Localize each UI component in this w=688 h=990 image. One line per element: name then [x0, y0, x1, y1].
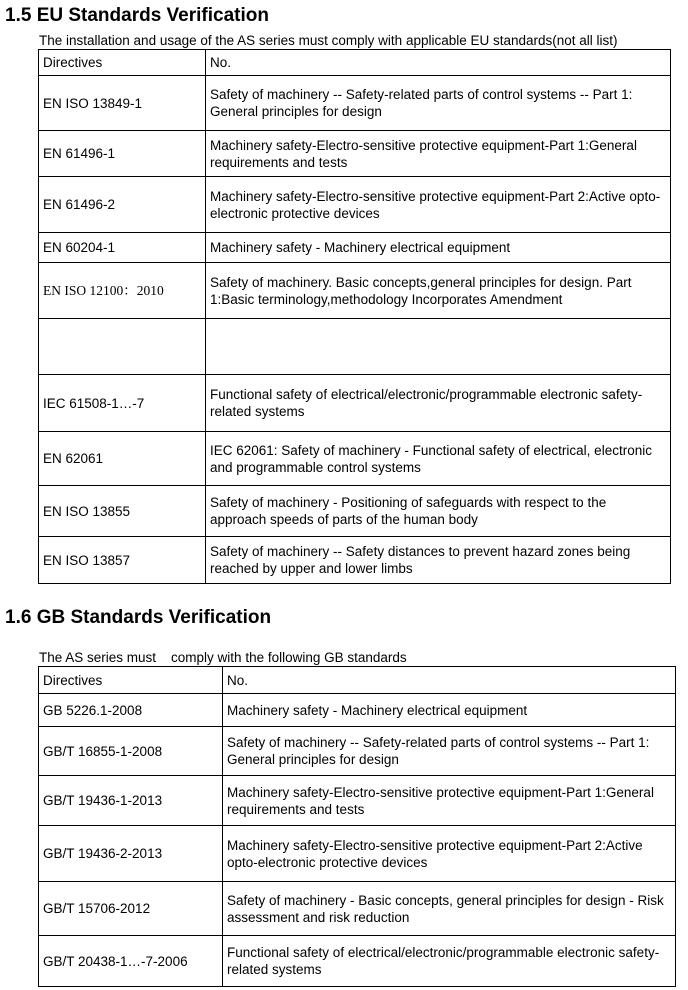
directive-cell: GB/T 20438-1…-7-2006	[39, 936, 223, 987]
description-cell	[206, 319, 671, 375]
column-header-no: No.	[206, 50, 671, 76]
table-header-row	[39, 667, 676, 694]
description-cell: Functional safety of electrical/electronic/programmable electronic safety-related systems	[223, 936, 676, 987]
table-row	[39, 537, 671, 584]
directive-cell: GB/T 15706-2012	[39, 882, 223, 936]
directive-cell: IEC 61508-1…-7	[39, 375, 206, 432]
eu-standards-table	[38, 49, 671, 584]
table-row	[39, 694, 676, 727]
directive-cell	[39, 319, 206, 375]
directive-cell: EN ISO 13849-1	[39, 76, 206, 131]
column-header-directives: Directives	[39, 50, 206, 76]
table-row	[39, 76, 671, 131]
description-cell: IEC 62061: Safety of machinery - Functional safety of electrical, electronic and programmable control systems	[206, 432, 671, 486]
table-row	[39, 826, 676, 882]
gb-standards-table	[38, 666, 676, 987]
gb-standards-heading: 1.6 GB Standards Verification	[5, 607, 272, 628]
table-row	[39, 882, 676, 936]
table-row	[39, 776, 676, 826]
description-cell: Safety of machinery. Basic concepts,general principles for design. Part 1:Basic terminology,methodology Incorporates Amendment	[206, 263, 671, 319]
table-row	[39, 131, 671, 177]
table-row	[39, 936, 676, 987]
directive-cell: GB 5226.1-2008	[39, 694, 223, 727]
gb-standards-subtitle: The AS series must comply with the following GB standards	[39, 650, 407, 665]
section-gb-standards	[0, 606, 688, 987]
directive-cell: EN ISO 13857	[39, 537, 206, 584]
directive-cell: GB/T 19436-2-2013	[39, 826, 223, 882]
table-row	[39, 486, 671, 537]
directive-cell: GB/T 19436-1-2013	[39, 776, 223, 826]
description-cell: Functional safety of electrical/electronic/programmable electronic safety-related systems	[206, 375, 671, 432]
eu-standards-subtitle: The installation and usage of the AS series must comply with applicable EU standards(not all list)	[39, 33, 618, 48]
directive-cell: EN ISO 12100：2010	[39, 263, 206, 319]
column-header-directives: Directives	[39, 667, 223, 694]
description-cell: Machinery safety - Machinery electrical equipment	[206, 233, 671, 263]
table-row-empty	[39, 319, 671, 375]
description-cell: Safety of machinery -- Safety distances to prevent hazard zones being reached by upper and lower limbs	[206, 537, 671, 584]
description-cell: Machinery safety - Machinery electrical equipment	[223, 694, 676, 727]
eu-standards-heading: 1.5 EU Standards Verification	[5, 5, 269, 26]
directive-cell: EN 60204-1	[39, 233, 206, 263]
table-row	[39, 375, 671, 432]
description-cell: Safety of machinery -- Safety-related parts of control systems -- Part 1: General principles for design	[223, 727, 676, 776]
description-cell: Machinery safety-Electro-sensitive protective equipment-Part 1:General requirements and tests	[223, 776, 676, 826]
table-row	[39, 233, 671, 263]
table-row	[39, 727, 676, 776]
description-cell: Machinery safety-Electro-sensitive protective equipment-Part 2:Active opto-electronic protective devices	[223, 826, 676, 882]
directive-cell: EN ISO 13855	[39, 486, 206, 537]
description-cell: Safety of machinery - Positioning of safeguards with respect to the approach speeds of parts of the human body	[206, 486, 671, 537]
directive-cell: EN 61496-2	[39, 177, 206, 233]
table-header-row	[39, 50, 671, 76]
description-cell: Machinery safety-Electro-sensitive protective equipment-Part 2:Active opto-electronic protective devices	[206, 177, 671, 233]
column-header-no: No.	[223, 667, 676, 694]
description-cell: Safety of machinery - Basic concepts, general principles for design - Risk assessment and risk reduction	[223, 882, 676, 936]
description-cell: Safety of machinery -- Safety-related parts of control systems -- Part 1: General principles for design	[206, 76, 671, 131]
directive-cell: EN 62061	[39, 432, 206, 486]
table-row	[39, 177, 671, 233]
table-row	[39, 263, 671, 319]
description-cell: Machinery safety-Electro-sensitive protective equipment-Part 1:General requirements and tests	[206, 131, 671, 177]
directive-cell: GB/T 16855-1-2008	[39, 727, 223, 776]
directive-cell: EN 61496-1	[39, 131, 206, 177]
table-row	[39, 432, 671, 486]
